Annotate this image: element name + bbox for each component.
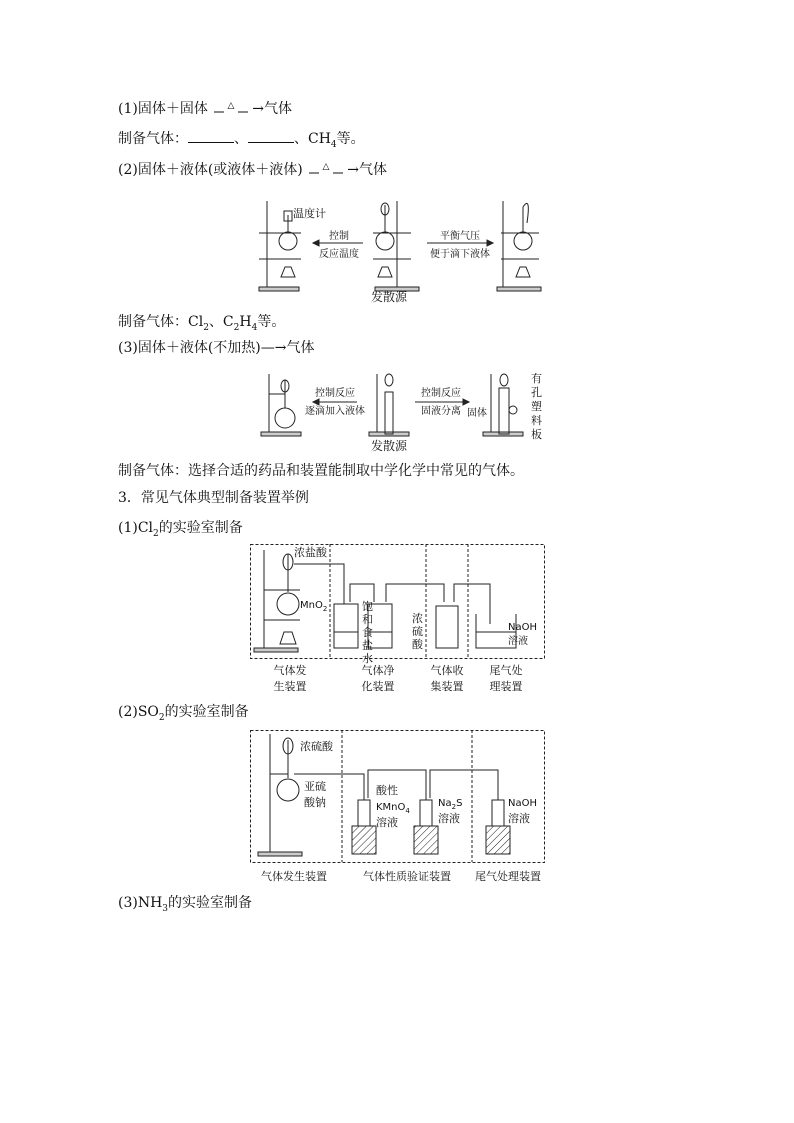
prep-text: 制备气体：Cl xyxy=(118,314,204,330)
mno2-label: MnO$_2$ xyxy=(300,600,328,613)
subscript: 4 xyxy=(330,139,337,150)
separation-label: 固液分离 xyxy=(421,406,461,417)
reaction-type-3-result: →气体 xyxy=(274,340,315,356)
drip-label: 便于滴下液体 xyxy=(430,249,490,260)
pressure-label: 平衡气压 xyxy=(440,231,480,242)
caption-2a: 气体净 xyxy=(361,664,395,677)
caption-3a: 气体收 xyxy=(430,664,464,677)
prep-text-d: 等。 xyxy=(257,314,286,330)
plate-3: 塑 xyxy=(531,400,542,413)
naoh-solution: 溶液 xyxy=(508,636,528,647)
reaction-type-2-result: →气体 xyxy=(347,162,387,178)
hcl-label: 浓盐酸 xyxy=(294,546,327,559)
naoh-label-2: NaOH xyxy=(508,798,537,809)
h2so4-2: 硫 xyxy=(412,625,423,638)
caption-4a: 尾气处 xyxy=(489,664,523,677)
naoh-label: NaOH xyxy=(508,622,537,633)
caption-tail: 尾气处理装置 xyxy=(475,870,541,883)
sub-3: 4 xyxy=(251,322,258,333)
nh3-heading xyxy=(118,894,252,918)
caption-2b: 化装置 xyxy=(361,680,395,693)
nh3-sub: 3 xyxy=(162,903,169,914)
cl2-text-b: 的实验室制备 xyxy=(158,520,243,536)
caption-1a: 气体发 xyxy=(273,664,307,677)
heat-symbol: △ xyxy=(227,102,235,111)
sat-2: 和 xyxy=(362,613,373,626)
prep-label: 制备气体： xyxy=(118,131,188,147)
caption-verify: 气体性质验证装置 xyxy=(363,870,451,883)
caption-gen: 气体发生装置 xyxy=(261,870,327,883)
reaction-type-2-label: (2)固体＋液体(或液体＋液体) xyxy=(118,162,303,178)
nh3-text-b: 的实验室制备 xyxy=(168,895,253,911)
so2-text-b: 的实验室制备 xyxy=(164,704,249,720)
apparatus-figure-2 xyxy=(255,366,545,456)
prep-gases-3: 制备气体：选择合适的药品和装置能制取中学化学中常见的气体。 xyxy=(118,463,524,479)
kmno4-2: KMnO$_4$ xyxy=(376,802,410,815)
plate-4: 料 xyxy=(531,414,542,427)
cl2-sub: 2 xyxy=(153,528,159,539)
so2-sub: 2 xyxy=(158,712,165,723)
caption-1b: 生装置 xyxy=(273,680,307,693)
conc-h2so4-label: 浓硫酸 xyxy=(300,740,333,753)
source-label: 发散源 xyxy=(370,290,408,304)
etc-text: 等。 xyxy=(336,131,365,147)
h2so4-3: 酸 xyxy=(412,638,423,651)
sulfite-2: 酸钠 xyxy=(304,796,326,809)
prep-text-c: H xyxy=(239,314,252,330)
blank-1[interactable] xyxy=(188,130,234,143)
source-label-2: 发散源 xyxy=(370,439,408,453)
so2-heading xyxy=(118,703,249,727)
blank-2[interactable] xyxy=(248,130,294,143)
sub-1: 2 xyxy=(203,322,209,333)
sub-2: 2 xyxy=(233,322,240,333)
ch4-text: 、CH xyxy=(294,131,331,147)
reaction-type-3 xyxy=(118,339,315,357)
prep-text-b: 、C xyxy=(208,314,234,330)
so2-apparatus-figure xyxy=(250,730,550,885)
reaction-type-3-label: (3)固体＋液体(不加热) xyxy=(118,340,261,356)
na2s-solution: 溶液 xyxy=(438,812,460,825)
heat-arrow xyxy=(212,102,252,116)
nh3-text: (3)NH xyxy=(118,895,163,911)
heat-arrow-2 xyxy=(307,163,347,177)
sep: 、 xyxy=(234,131,248,147)
sat-4: 盐 xyxy=(362,639,373,652)
prep-gases-1 xyxy=(118,130,365,154)
reaction-type-1-result: →气体 xyxy=(252,101,293,117)
apparatus-figure-1 xyxy=(255,193,545,305)
h2so4-1: 浓 xyxy=(412,612,423,625)
long-arrow: — xyxy=(260,340,275,356)
control-reaction-label-2: 控制反应 xyxy=(421,388,461,399)
reaction-type-2 xyxy=(118,161,387,179)
reaction-type-1-label: (1)固体＋固体 xyxy=(118,101,208,117)
cl2-heading xyxy=(118,519,243,543)
sat-1: 饱 xyxy=(362,600,373,613)
control-reaction-label: 控制反应 xyxy=(315,388,355,399)
solid-label: 固体 xyxy=(467,408,487,419)
sat-5: 水 xyxy=(362,652,373,665)
plate-1: 有 xyxy=(531,372,542,385)
plate-5: 板 xyxy=(531,428,542,441)
cl2-text: (1)Cl xyxy=(118,520,154,536)
temp-control-label: 反应温度 xyxy=(319,249,359,260)
reaction-type-1 xyxy=(118,100,292,118)
prep-gases-2 xyxy=(118,313,285,337)
sulfite-1: 亚硫 xyxy=(304,780,326,793)
cl2-apparatus-figure xyxy=(250,544,545,694)
na2s-label: $Na_2S$ xyxy=(438,798,463,811)
sat-3: 食 xyxy=(362,626,373,639)
kmno4-1: 酸性 xyxy=(376,784,398,797)
heat-symbol-2: △ xyxy=(322,163,330,172)
caption-3b: 集装置 xyxy=(430,680,464,693)
thermometer-label: 温度计 xyxy=(293,207,326,220)
dropwise-label: 逐滴加入液体 xyxy=(305,406,365,417)
plate-2: 孔 xyxy=(531,386,542,399)
caption-4b: 理装置 xyxy=(489,680,523,693)
control-label: 控制 xyxy=(329,231,349,242)
kmno4-3: 溶液 xyxy=(376,816,398,829)
naoh-solution-2: 溶液 xyxy=(508,812,530,825)
so2-text: (2)SO xyxy=(118,704,159,720)
section-heading: 3．常见气体典型制备装置举例 xyxy=(118,490,309,506)
